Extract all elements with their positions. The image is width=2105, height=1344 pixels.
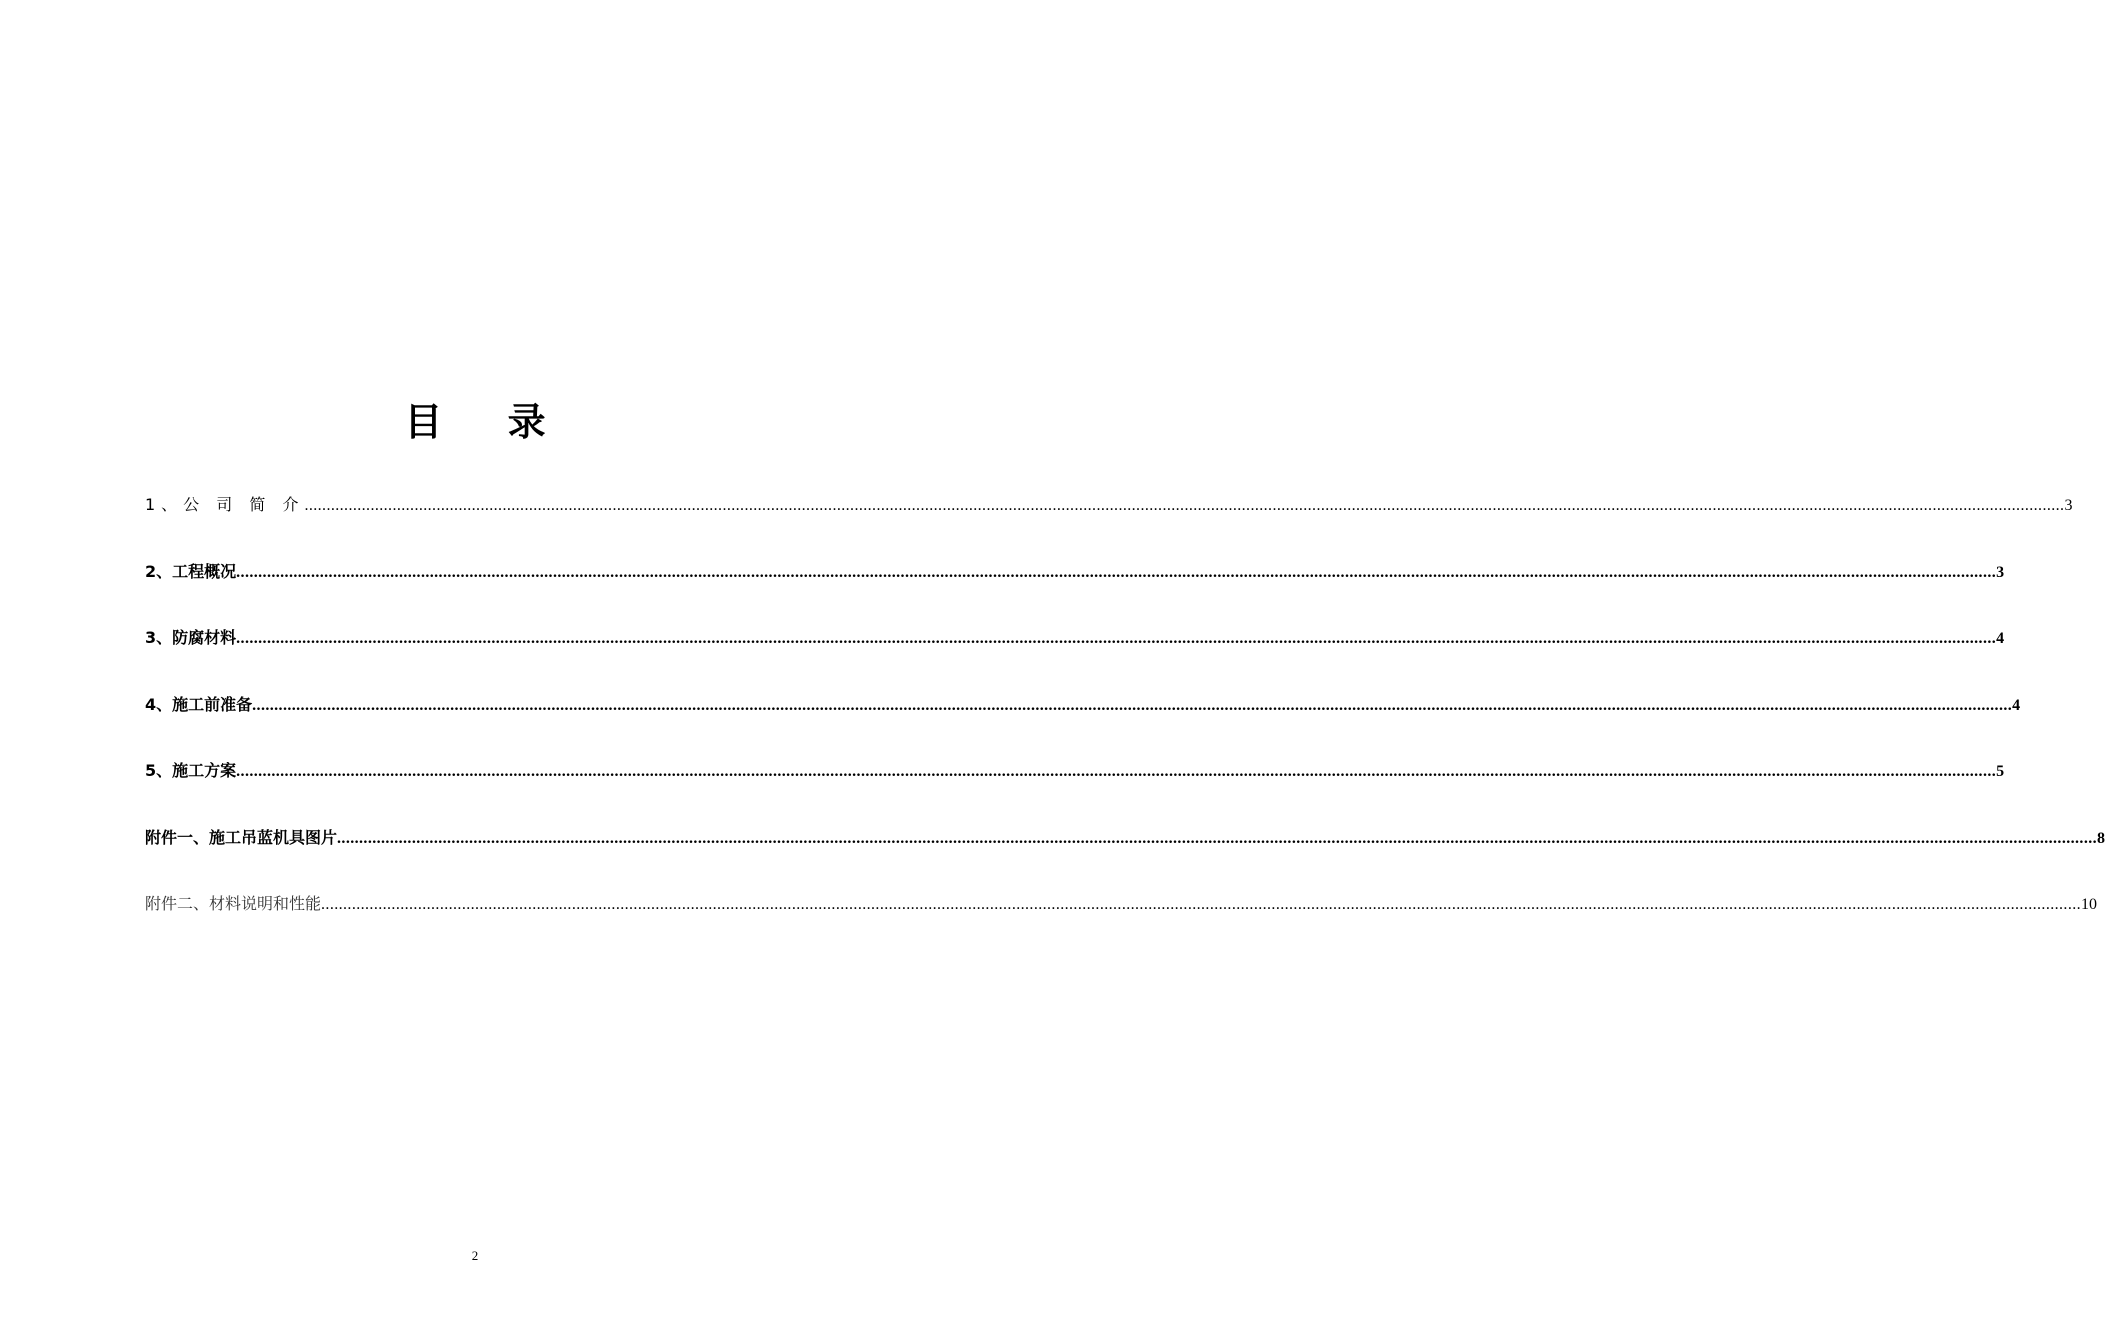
page-number: 2 bbox=[471, 1248, 479, 1263]
toc-entry-anticorrosion-materials[interactable] bbox=[145, 623, 2005, 653]
toc-entry-construction-plan[interactable] bbox=[145, 756, 2005, 786]
toc-entry-company-intro[interactable] bbox=[145, 490, 2073, 520]
toc-entry-project-overview[interactable] bbox=[145, 557, 2005, 587]
toc-dot-leader: ................................................................................................................................................................................................................................................................................................................................................................................................................ bbox=[236, 763, 1997, 780]
toc-dot-leader: ................................................................................................................................................................................................................................................................................................................................................................................................................ bbox=[321, 896, 2082, 913]
toc-entry-page: 8 bbox=[2097, 829, 2105, 847]
toc-entry-page: 4 bbox=[2012, 696, 2021, 714]
toc-entry-label: 3、防腐材料 bbox=[145, 628, 237, 647]
toc-list bbox=[145, 490, 2105, 956]
toc-entry-page: 4 bbox=[1996, 630, 2005, 647]
toc-entry-page: 10 bbox=[2081, 896, 2098, 913]
toc-entry-label: 4、施工前准备 bbox=[145, 694, 253, 714]
toc-title: 目 录 bbox=[404, 400, 572, 444]
toc-entry-page: 3 bbox=[2064, 497, 2073, 514]
toc-entry-appendix-2[interactable] bbox=[145, 889, 2098, 919]
toc-dot-leader: ................................................................................................................................................................................................................................................................................................................................................................................................................ bbox=[337, 829, 2098, 847]
toc-entry-label: 5、施工方案 bbox=[145, 761, 237, 780]
toc-entry-label: 附件一、施工吊蓝机具图片 bbox=[145, 827, 338, 847]
toc-entry-page: 3 bbox=[1996, 563, 2005, 581]
toc-entry-label: 2、工程概况 bbox=[145, 561, 237, 581]
toc-entry-label: 附件二、材料说明和性能 bbox=[145, 894, 322, 913]
toc-entry-label: 1、公 司 简 介 bbox=[145, 495, 305, 514]
toc-dot-leader: ................................................................................................................................................................................................................................................................................................................................................................................................................ bbox=[304, 497, 2065, 514]
toc-dot-leader: ................................................................................................................................................................................................................................................................................................................................................................................................................ bbox=[252, 696, 2013, 714]
toc-entry-page: 5 bbox=[1996, 763, 2005, 780]
toc-entry-appendix-1[interactable] bbox=[145, 823, 2105, 853]
toc-dot-leader: ................................................................................................................................................................................................................................................................................................................................................................................................................ bbox=[236, 563, 1997, 581]
toc-entry-preparation[interactable] bbox=[145, 690, 2021, 720]
toc-dot-leader: ................................................................................................................................................................................................................................................................................................................................................................................................................ bbox=[236, 630, 1997, 647]
